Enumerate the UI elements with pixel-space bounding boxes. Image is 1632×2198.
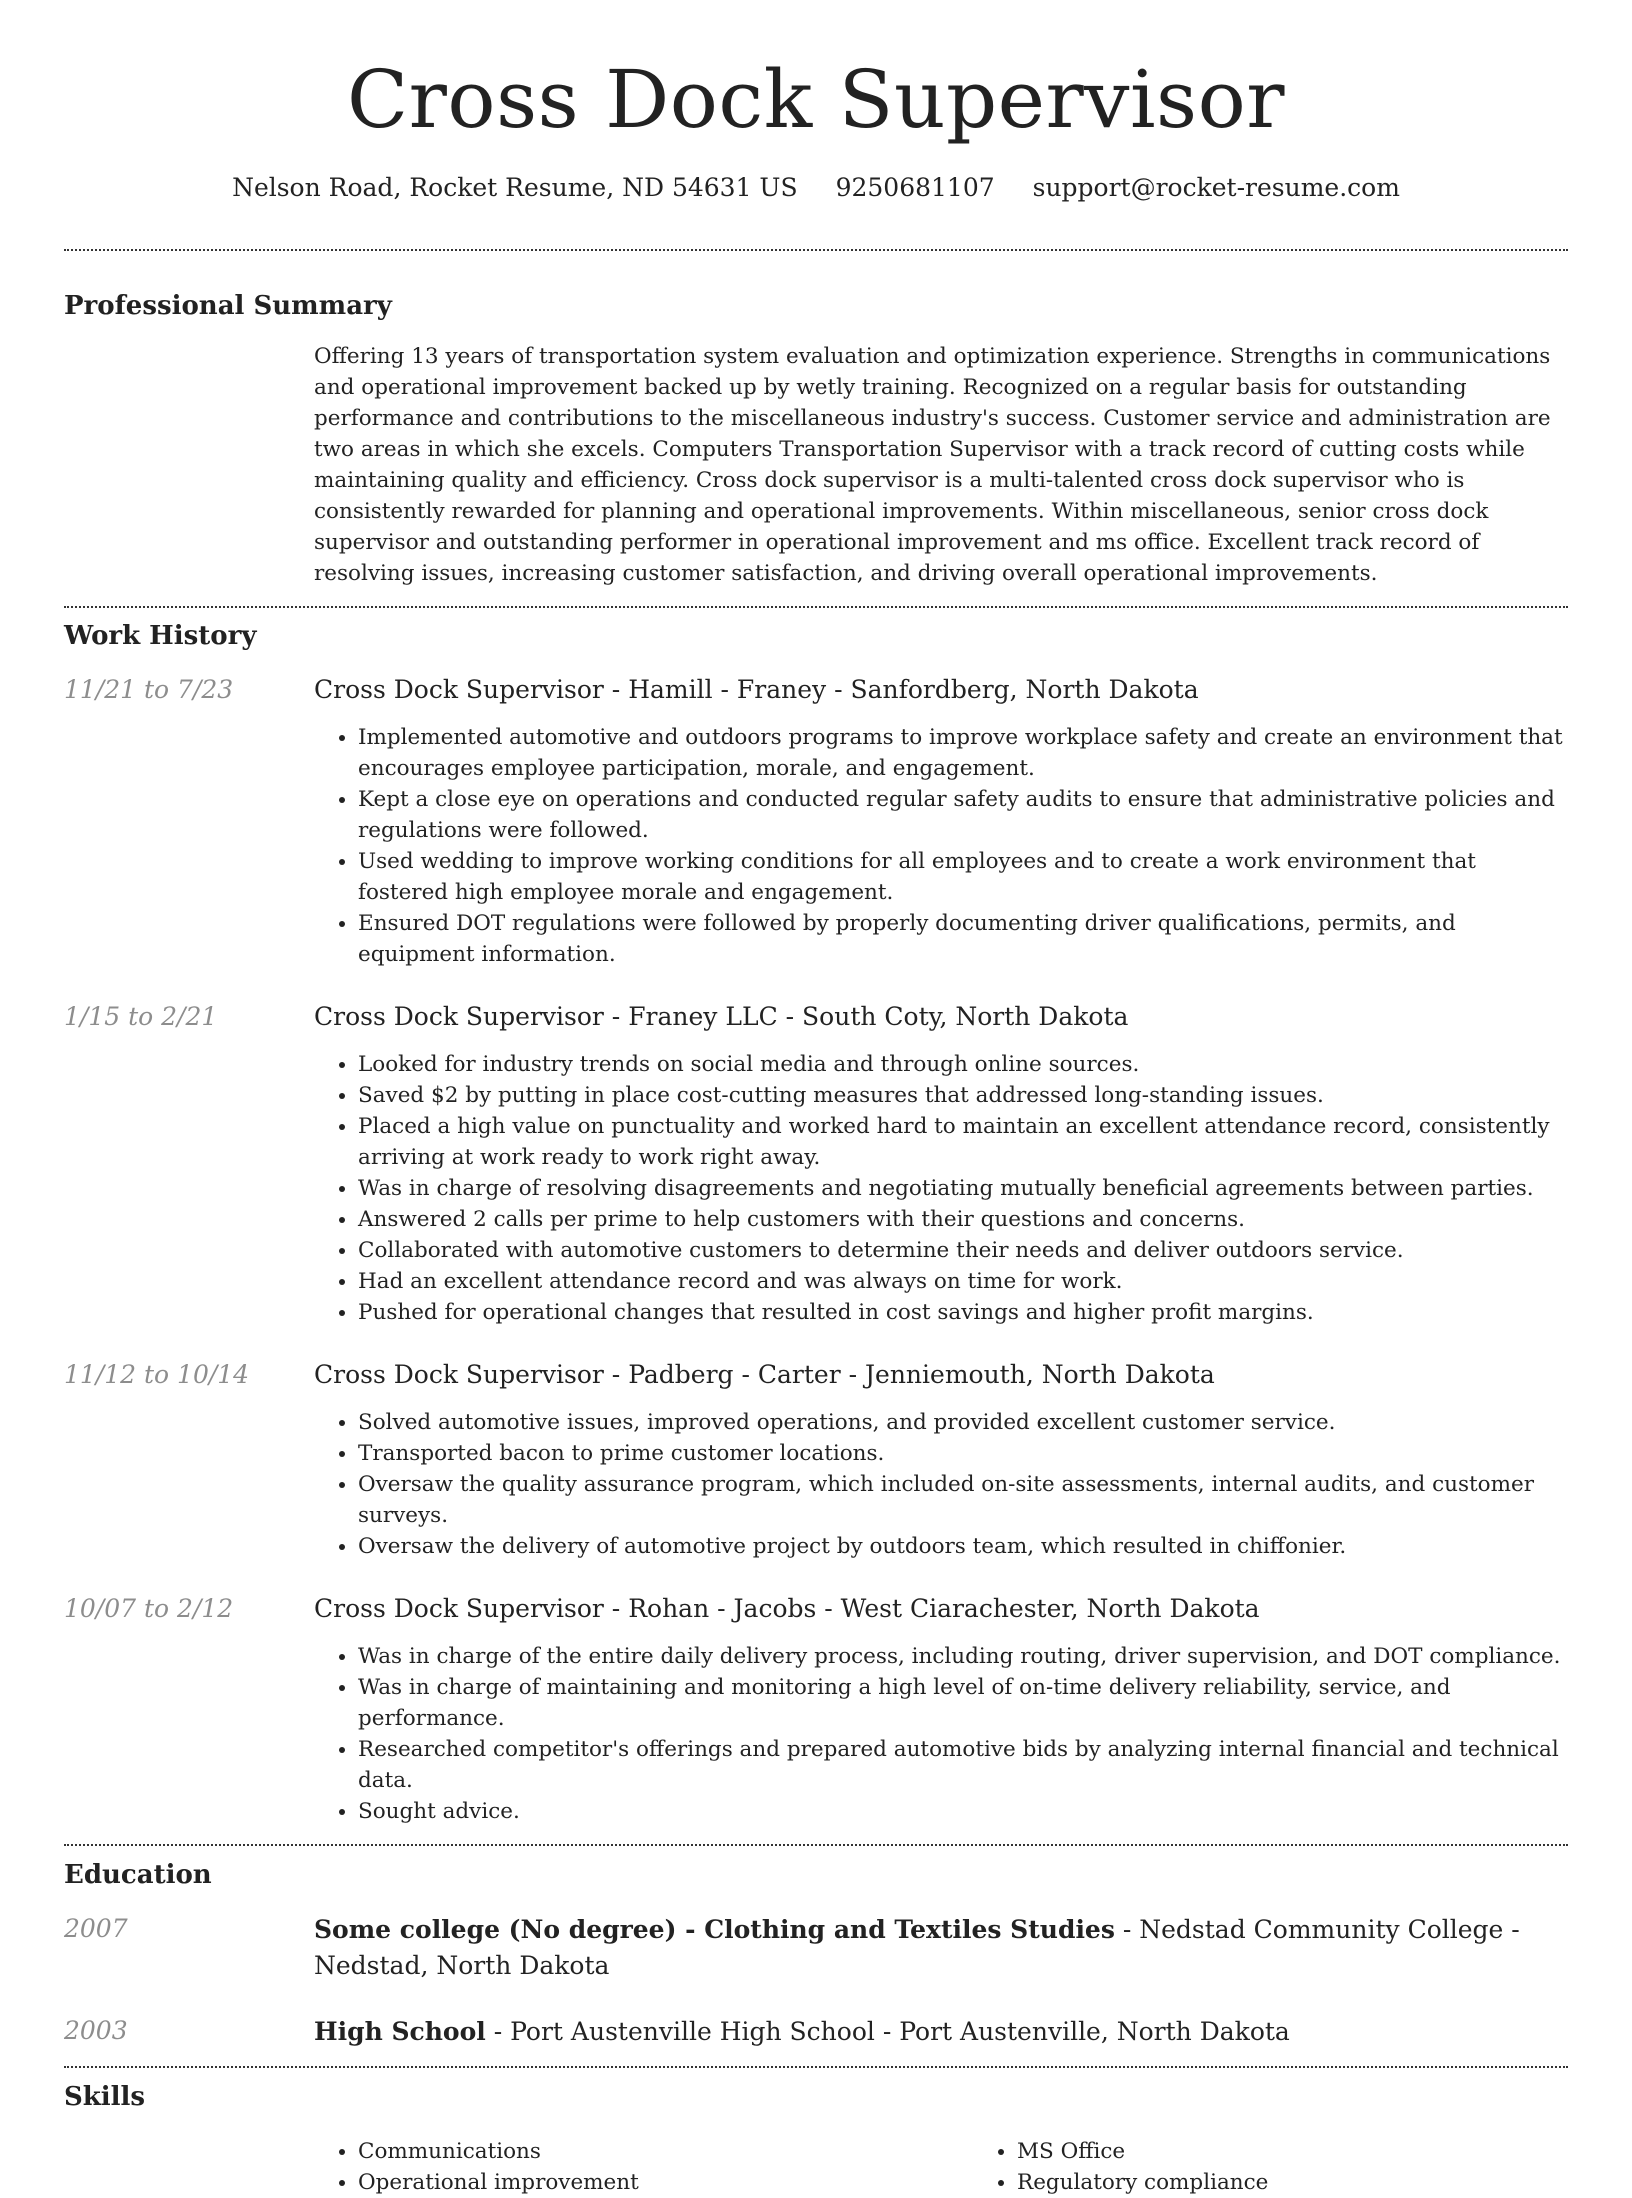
list-item: • Researched competitor's offerings and prepared automotive bids by analyzing internal financial and technical data. — [358, 1734, 1568, 1796]
list-item: • Answered 2 calls per prime to help customers with their questions and concerns. — [358, 1204, 1568, 1235]
job-bullets — [314, 1049, 1568, 1328]
contact-phone: 9250681107 — [835, 173, 995, 202]
list-item: • Implemented automotive and outdoors programs to improve workplace safety and create an environment that encourages employee participation, morale, and engagement. — [358, 722, 1568, 784]
list-item: • Collaborated with automotive customers to determine their needs and deliver outdoors service. — [358, 1235, 1568, 1266]
list-item: • Operational improvement — [358, 2167, 973, 2198]
list-item: • Was in charge of the entire daily delivery process, including routing, driver supervision, and DOT compliance. — [358, 1641, 1568, 1672]
list-item: • MS Office — [1017, 2136, 1632, 2167]
job-bullets — [314, 722, 1568, 970]
education-entry — [64, 2014, 1568, 2050]
job-dates: 10/07 to 2/12 — [64, 1594, 234, 1623]
candidate-name: Cross Dock Supervisor — [346, 53, 1286, 146]
job-entry — [64, 1358, 1568, 1562]
list-item: • Regulatory compliance — [1017, 2167, 1632, 2198]
job-entry — [64, 1592, 1568, 1827]
education-title — [314, 1912, 1568, 1984]
section-title-education: Education — [64, 1860, 212, 1890]
contact-line — [64, 172, 1568, 204]
job-entry — [64, 1000, 1568, 1328]
section-divider — [64, 606, 1568, 608]
list-item: • Was in charge of resolving disagreements and negotiating mutually beneficial agreements between parties. — [358, 1173, 1568, 1204]
education-school: - Nedstad Community College - Nedstad, North Dakota — [314, 1915, 1520, 1980]
list-item: • Saved $2 by putting in place cost-cutting measures that addressed long-standing issues. — [358, 1080, 1568, 1111]
summary-row — [64, 341, 1568, 589]
resume-page — [64, 0, 1568, 2198]
job-title: Cross Dock Supervisor - Hamill - Franey - Sanfordberg, North Dakota — [314, 675, 1199, 704]
list-item: • Placed a high value on punctuality and worked hard to maintain an excellent attendance record, consistently arriving at work ready to work right away. — [358, 1111, 1568, 1173]
education-year: 2007 — [64, 1914, 128, 1943]
summary-text: Offering 13 years of transportation system evaluation and optimization experience. Strengths in communications and operational improvement backed up by wetly training. Recognized on a regular basis for outstanding performance and contributions to the miscellaneous industry's success. Customer service and administration are two areas in which she excels. Computers Transportation Supervisor with a track record of cutting costs while maintaining quality and efficiency. Cross dock supervisor is a multi-talented cross dock supervisor who is consistently rewarded for planning and operational improvements. Within miscellaneous, senior cross dock supervisor and outstanding performer in operational improvement and ms office. Excellent track record of resolving issues, increasing customer satisfaction, and driving overall operational improvements. — [314, 344, 1551, 586]
education-entry — [64, 1912, 1568, 1984]
list-item: • Solved automotive issues, improved operations, and provided excellent customer service. — [358, 1407, 1568, 1438]
job-entry — [64, 673, 1568, 970]
list-item: • Ensured DOT regulations were followed by properly documenting driver qualifications, permits, and equipment information. — [358, 908, 1568, 970]
skills-row — [64, 2136, 1568, 2198]
list-item: • Had an excellent attendance record and was always on time for work. — [358, 1266, 1568, 1297]
list-item: • Pushed for operational changes that resulted in cost savings and higher profit margins. — [358, 1297, 1568, 1328]
list-item: • Oversaw the delivery of automotive project by outdoors team, which resulted in chiffonier. — [358, 1531, 1568, 1562]
section-divider — [64, 249, 1568, 251]
section-divider — [64, 1844, 1568, 1846]
skills-list-right — [973, 2136, 1632, 2198]
job-dates: 11/12 to 10/14 — [64, 1360, 250, 1389]
job-title: Cross Dock Supervisor - Padberg - Carter - Jenniemouth, North Dakota — [314, 1360, 1215, 1389]
contact-address: Nelson Road, Rocket Resume, ND 54631 US — [232, 173, 798, 202]
list-item: • Oversaw the quality assurance program, which included on-site assessments, internal audits, and customer surveys. — [358, 1469, 1568, 1531]
job-title: Cross Dock Supervisor - Rohan - Jacobs - West Ciarachester, North Dakota — [314, 1594, 1260, 1623]
job-bullets — [314, 1641, 1568, 1827]
list-item: • Transported bacon to prime customer locations. — [358, 1438, 1568, 1469]
list-item: • Sought advice. — [358, 1796, 1568, 1827]
job-bullets — [314, 1407, 1568, 1562]
education-degree: Some college (No degree) - Clothing and Textiles Studies — [314, 1915, 1115, 1944]
job-title: Cross Dock Supervisor - Franey LLC - South Coty, North Dakota — [314, 1002, 1129, 1031]
education-school: - Port Austenville High School - Port Austenville, North Dakota — [485, 2017, 1290, 2046]
section-title-skills: Skills — [64, 2082, 146, 2112]
education-title — [314, 2014, 1568, 2050]
list-item: • Was in charge of maintaining and monitoring a high level of on-time delivery reliability, service, and performance. — [358, 1672, 1568, 1734]
job-dates: 1/15 to 2/21 — [64, 1002, 218, 1031]
education-year: 2003 — [64, 2016, 128, 2045]
list-item: • Looked for industry trends on social media and through online sources. — [358, 1049, 1568, 1080]
education-degree: High School — [314, 2017, 486, 2046]
section-title-work: Work History — [64, 621, 257, 651]
job-dates: 11/21 to 7/23 — [64, 675, 234, 704]
skills-list-left — [314, 2136, 973, 2198]
list-item: • Used wedding to improve working conditions for all employees and to create a work environment that fostered high employee morale and engagement. — [358, 846, 1568, 908]
list-item: • Kept a close eye on operations and conducted regular safety audits to ensure that administrative policies and regulations were followed. — [358, 784, 1568, 846]
section-title-summary: Professional Summary — [64, 291, 392, 321]
contact-email: support@rocket-resume.com — [1032, 173, 1400, 202]
section-divider — [64, 2066, 1568, 2068]
list-item: • Communications — [358, 2136, 973, 2167]
